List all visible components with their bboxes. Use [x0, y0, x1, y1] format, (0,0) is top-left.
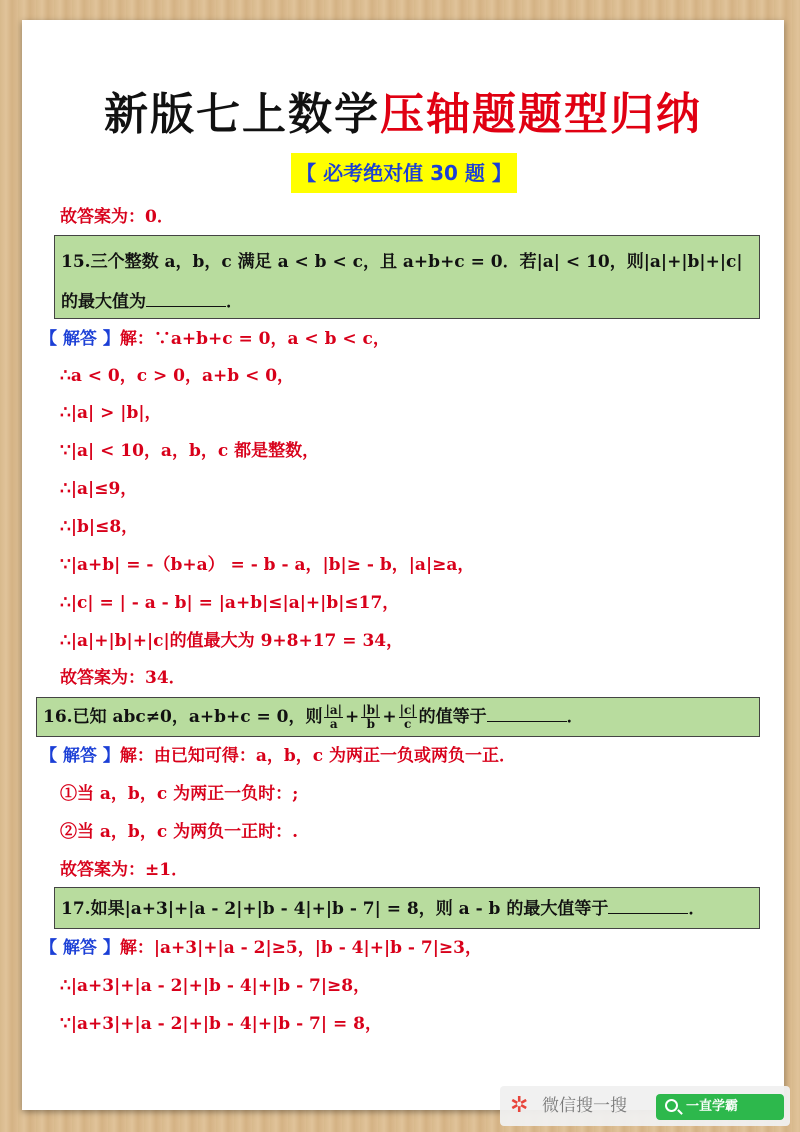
plus-sign: +	[382, 707, 397, 727]
answer-tag: 【 解答 】	[40, 746, 120, 766]
title-part-red: 压轴题题型归纳	[380, 89, 702, 140]
answer-blank	[487, 704, 567, 722]
solve-prefix: 解：	[119, 938, 154, 958]
fraction-c-num: |c|	[399, 703, 416, 717]
solution-15-step-9: ∴|a|+|b|+|c|的值最大为 9+8+17 = 34，	[60, 631, 404, 651]
question-17-box	[54, 887, 760, 929]
solution-17-step-1: |a+3|+|a - 2|≥5，|b - 4|+|b - 7|≥3，	[153, 938, 482, 958]
solution-16-header	[40, 744, 516, 768]
solution-15-step-5: ∴|a|≤9，	[60, 479, 138, 499]
fraction-b-den: b	[366, 717, 375, 731]
solution-16-step-3: ②当 a，b，c 为两负一正时：.	[60, 822, 299, 842]
solve-prefix: 解：	[119, 329, 154, 349]
solution-17-step-3: ∵|a+3|+|a - 2|+|b - 4|+|b - 7| = 8，	[60, 1014, 382, 1034]
plus-sign: +	[345, 707, 360, 727]
period: ．	[688, 899, 706, 919]
period: ．	[566, 707, 584, 727]
page-title	[22, 78, 784, 142]
solution-16-step-1: 由已知可得：a，b，c 为两正一负或两负一正．	[153, 746, 517, 766]
question-15-text: 的最大值为	[61, 292, 146, 312]
solution-15-step-4: ∵|a| < 10，a，b，c 都是整数，	[60, 441, 320, 461]
answer-tag: 【 解答 】	[40, 329, 120, 349]
solution-15-step-3: ∴|a| > |b|，	[60, 403, 162, 423]
fraction-a-num: |a|	[325, 703, 342, 717]
answer-tag: 【 解答 】	[40, 938, 120, 958]
solution-15-header	[40, 327, 390, 351]
answer-blank	[608, 896, 688, 914]
fraction-b	[361, 704, 380, 731]
question-17-text	[61, 896, 705, 921]
fraction-b-num: |b|	[362, 703, 380, 717]
solve-prefix: 解：	[119, 746, 154, 766]
document-page	[22, 20, 784, 1110]
answer-blank	[146, 289, 226, 307]
solution-15-step-8: ∴|c| = | - a - b| = |a+b|≤|a|+|b|≤17，	[60, 593, 400, 613]
solution-15-step-7: ∵|a+b| = -（b+a） = - b - a，|b|≥ - b，|a|≥a，	[60, 555, 475, 575]
solution-17-step-2: ∴|a+3|+|a - 2|+|b - 4|+|b - 7|≥8，	[60, 976, 371, 996]
fraction-c	[399, 704, 417, 731]
question-15-line1: 15.三个整数 a，b，c 满足 a < b < c，且 a+b+c = 0．若|a| < 10，则|a|+|b|+|c|	[61, 252, 743, 272]
solution-16-step-4: 故答案为：±1．	[60, 860, 189, 880]
search-icon	[665, 1099, 678, 1112]
fraction-a	[324, 704, 343, 731]
period: ．	[226, 292, 243, 312]
question-16-text	[43, 704, 584, 731]
solution-15-step-1: ∵a+b+c = 0，a < b < c，	[153, 329, 390, 349]
question-16-suffix: 的值等于	[418, 707, 487, 727]
fraction-a-den: a	[329, 717, 338, 731]
title-part-black: 新版七上数学	[104, 89, 380, 140]
solution-15-step-6: ∴|b|≤8，	[60, 517, 139, 537]
wechat-search-watermark	[500, 1086, 790, 1126]
topic-badge: 【 必考绝对值 30 题 】	[291, 153, 517, 193]
question-15-line2	[61, 289, 243, 314]
solution-15-step-2: ∴a < 0，c > 0，a+b < 0，	[60, 366, 295, 386]
question-16-box	[36, 697, 760, 737]
question-17-body: 17.如果|a+3|+|a - 2|+|b - 4|+|b - 7| = 8，则 a - b 的最大值等于	[61, 899, 609, 919]
solution-16-step-2: ①当 a，b，c 为两正一负时：;	[60, 784, 299, 804]
solution-15-step-10: 故答案为：34．	[60, 668, 186, 688]
answer-line: 故答案为：0．	[60, 207, 174, 227]
question-15-box	[54, 235, 760, 319]
spark-icon: ✲	[510, 1093, 529, 1118]
solution-17-header	[40, 936, 482, 960]
search-button-label: 一直学霸	[686, 1099, 739, 1114]
question-16-prefix: 16.已知 abc≠0，a+b+c = 0，则	[43, 707, 323, 727]
watermark-text: 微信搜一搜	[542, 1096, 627, 1116]
search-button[interactable]	[656, 1094, 784, 1120]
fraction-c-den: c	[403, 717, 412, 731]
